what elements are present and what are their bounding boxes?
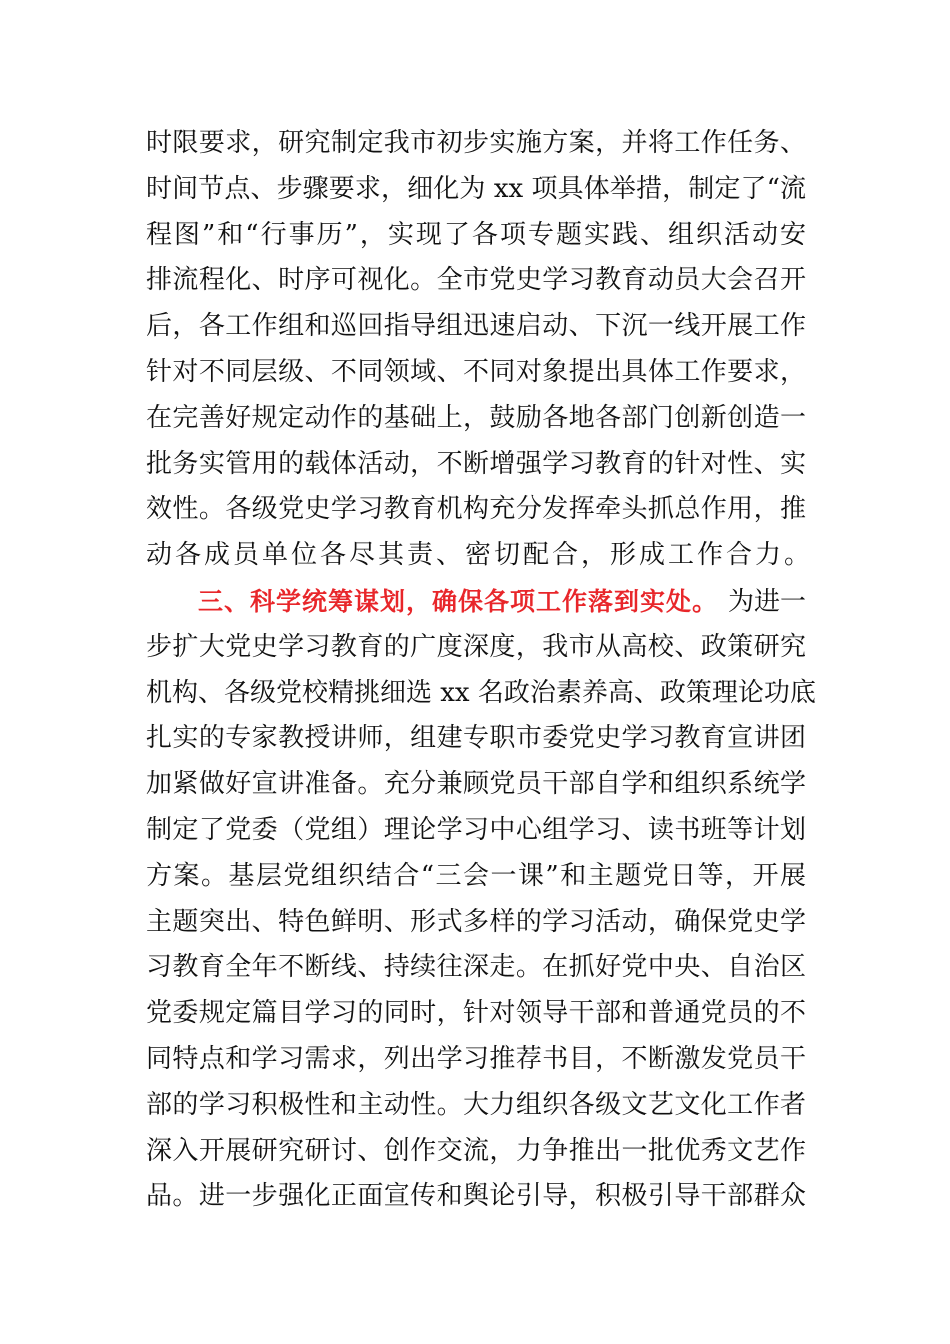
text-line: 主题突出、特色鲜明、形式多样的学习活动，确保党史学: [146, 906, 806, 937]
paragraph-1: [146, 121, 814, 579]
text-line: 扎实的专家教授讲师，组建专职市委党史学习教育宣讲团: [146, 723, 806, 754]
text-line: 效性。各级党史学习教育机构充分发挥牵头抓总作用，推: [146, 494, 806, 525]
text-line: 党委规定篇目学习的同时，针对领导干部和普通党员的不: [146, 998, 806, 1029]
text-line: 加紧做好宣讲准备。充分兼顾党员干部自学和组织系统学: [146, 769, 806, 800]
text-line: 习教育全年不断线、持续往深走。在抓好党中央、自治区: [146, 952, 806, 983]
text-line: 制定了党委（党组）理论学习中心组学习、读书班等计划: [146, 814, 806, 845]
text-line: 排流程化、时序可视化。全市党史学习教育动员大会召开: [146, 265, 806, 296]
text-line: 部的学习积极性和主动性。大力组织各级文艺文化工作者: [146, 1089, 806, 1120]
text-line: 品。进一步强化正面宣传和舆论引导，积极引导干部群众: [146, 1181, 806, 1212]
heading-line: [146, 579, 806, 625]
document-page: [146, 121, 816, 1220]
text-line: 程图”和“行事历”，实现了各项专题实践、组织活动安: [146, 219, 806, 250]
text-line: 后，各工作组和巡回指导组迅速启动、下沉一线开展工作: [146, 311, 806, 342]
text-line: 机构、各级党校精挑细选 xx 名政治素养高、政策理论功底: [146, 677, 816, 708]
text-line: 在完善好规定动作的基础上，鼓励各地各部门创新创造一: [146, 402, 806, 433]
text-line: 方案。基层党组织结合“三会一课”和主题党日等，开展: [146, 860, 806, 891]
text-line: 同特点和学习需求，列出学习推荐书目，不断激发党员干: [146, 1043, 806, 1074]
section-heading: 三、科学统筹谋划，确保各项工作落到实处。: [198, 586, 719, 616]
heading-tail-text: 为进一: [727, 586, 806, 617]
text-line: 步扩大党史学习教育的广度深度，我市从高校、政策研究: [146, 631, 806, 662]
text-line: 深入开展研究研讨、创作交流，力争推出一批优秀文艺作: [146, 1135, 806, 1166]
text-line: 针对不同层级、不同领域、不同对象提出具体工作要求，: [146, 356, 806, 387]
text-line: 时限要求，研究制定我市初步实施方案，并将工作任务、: [146, 128, 806, 158]
paragraph-2: [146, 579, 816, 1220]
text-line: 时间节点、步骤要求，细化为 xx 项具体举措，制定了“流: [146, 173, 806, 204]
text-line: 批务实管用的载体活动，不断增强学习教育的针对性、实: [146, 448, 806, 479]
text-line: 动各成员单位各尽其责、密切配合，形成工作合力。: [146, 540, 814, 571]
